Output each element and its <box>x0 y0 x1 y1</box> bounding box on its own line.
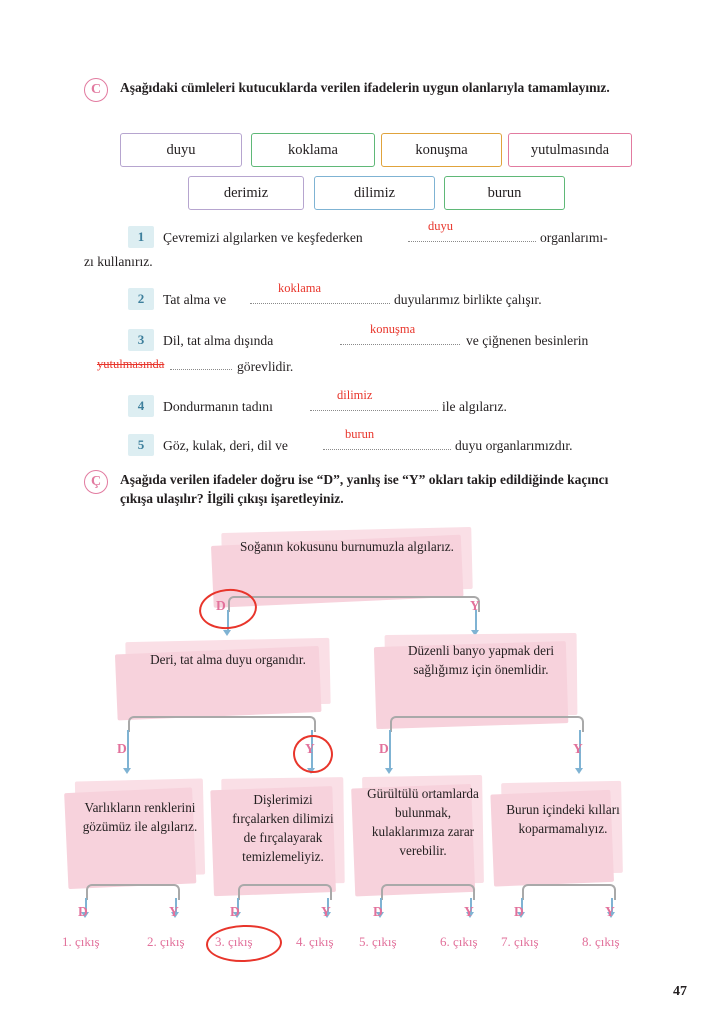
item-1-blank[interactable] <box>408 241 536 242</box>
page-number: 47 <box>673 984 687 999</box>
item-1-second-line: zı kullanırız. <box>84 254 153 269</box>
item-4-text-before: Dondurmanın tadını <box>163 399 273 414</box>
exit-branch-label-7: D <box>514 904 524 919</box>
flow-arrow-left-head <box>223 630 231 636</box>
word-box-label: burun <box>487 184 522 201</box>
flow-level1-box-left <box>125 638 330 708</box>
exit-4[interactable]: 4. çıkış <box>296 934 334 949</box>
exit-connector-3 <box>381 884 475 900</box>
flow-arrow-l1-head <box>123 768 131 774</box>
item-number-4: 4 <box>128 395 154 417</box>
flow-branch-label-d-3: D <box>379 741 389 756</box>
word-box-label: derimiz <box>223 184 269 201</box>
flow-level2-text-4: Burun içindeki kılları koparmamalıyız. <box>506 802 620 837</box>
flow-arrow-l1-stem <box>127 730 129 770</box>
item-1-answer: duyu <box>428 219 453 233</box>
exercise-c2-instruction: Aşağıda verilen ifadeler doğru ise “D”, yanlış ise “Y” okları takip edildiğinde kaçıncı çıkışa ulaşılır? İlgili çıkışı işaretleyiniz. <box>120 472 609 507</box>
exit-2[interactable]: 2. çıkış <box>147 934 185 949</box>
flow-level1-text-right: Düzenli banyo yapmak deri sağlığımız için önemlidir. <box>407 643 555 678</box>
exercise-c2-letter: Ç <box>84 470 108 494</box>
item-2-text-after: duyularımız birlikte çalışır. <box>394 292 542 307</box>
flow-arrow-r1-stem <box>389 730 391 770</box>
flow-branch-label-y-2: Y <box>305 741 315 756</box>
flow-connector-left <box>128 716 316 732</box>
flow-branch-label-y-1: Y <box>470 598 480 613</box>
flow-level2-text-3: Gürültülü ortamlarda bulunmak, kulaklarımıza zarar verebilir. <box>367 786 479 859</box>
exit-branch-label-1: D <box>78 904 88 919</box>
exit-5[interactable]: 5. çıkış <box>359 934 397 949</box>
exercise-c-instruction: Aşağıdaki cümleleri kutucuklarda verilen ifadelerin uygun olanlarıyla tamamlayınız. <box>120 80 610 95</box>
exit-connector-2 <box>238 884 332 900</box>
item-number-2: 2 <box>128 288 154 310</box>
exit-branch-label-6: Y <box>464 904 474 919</box>
item-3-second-line: görevlidir. <box>237 359 294 374</box>
item-3-blank-2[interactable] <box>170 369 232 370</box>
exit-connector-1 <box>86 884 180 900</box>
item-5-text-before: Göz, kulak, deri, dil ve <box>163 438 288 453</box>
word-box-label: yutulmasında <box>530 141 610 158</box>
item-number-1: 1 <box>128 226 154 248</box>
flow-root-text: Soğanın kokusunu burnumuzla algılarız. <box>240 539 454 554</box>
item-2-blank[interactable] <box>250 303 390 304</box>
exit-branch-label-2: Y <box>169 904 179 919</box>
exit-connector-4 <box>522 884 616 900</box>
exit-branch-label-3: D <box>230 904 240 919</box>
word-box-yutulmasinda[interactable] <box>508 133 632 167</box>
item-number-3: 3 <box>128 329 154 351</box>
item-5-answer: burun <box>345 427 375 441</box>
word-box-label: dilimiz <box>353 184 396 201</box>
flow-arrow-r1-head <box>385 768 393 774</box>
flow-level1-text-left: Deri, tat alma duyu organıdır. <box>150 652 306 667</box>
exit-1[interactable]: 1. çıkış <box>62 934 100 949</box>
exit-7[interactable]: 7. çıkış <box>501 934 539 949</box>
item-4-blank[interactable] <box>310 410 438 411</box>
item-number-5: 5 <box>128 434 154 456</box>
word-box-duyu[interactable] <box>120 133 242 167</box>
exit-branch-label-4: Y <box>321 904 331 919</box>
flow-level2-text-2: Dişlerimizi fırçalarken dilimizi de fırçalayarak temizlemeliyiz. <box>232 792 334 865</box>
item-3-text-after: ve çiğnenen besinlerin <box>466 333 589 348</box>
word-box-konusma[interactable] <box>381 133 502 167</box>
item-2-answer: koklama <box>278 281 322 295</box>
word-box-derimiz[interactable] <box>188 176 304 210</box>
flow-level2-text-1: Varlıkların renklerini gözümüz ile algılarız. <box>82 800 198 835</box>
exercise-c-letter: C <box>84 78 108 102</box>
flow-arrow-r2-head <box>575 768 583 774</box>
item-1-text-after: organlarımı- <box>540 230 608 245</box>
flow-branch-label-d-2: D <box>117 741 127 756</box>
item-5-blank[interactable] <box>323 449 451 450</box>
word-box-label: konuşma <box>415 141 468 158</box>
word-box-label: koklama <box>288 141 338 158</box>
exercise-c2-header <box>84 470 630 508</box>
item-3-answer: konuşma <box>370 322 416 336</box>
exit-branch-label-8: Y <box>605 904 615 919</box>
word-box-burun[interactable] <box>444 176 565 210</box>
flow-root-connector <box>228 596 480 612</box>
flow-branch-label-d-1: D <box>216 598 226 613</box>
item-3-blank[interactable] <box>340 344 460 345</box>
exit-8[interactable]: 8. çıkış <box>582 934 620 949</box>
item-4-text-after: ile algılarız. <box>442 399 507 414</box>
item-1-text-before: Çevremizi algılarken ve keşfederken <box>163 230 363 245</box>
item-3-text-before: Dil, tat alma dışında <box>163 333 274 348</box>
flow-branch-label-y-3: Y <box>573 741 583 756</box>
item-2-text-before: Tat alma ve <box>163 292 227 307</box>
exit-6[interactable]: 6. çıkış <box>440 934 478 949</box>
word-box-label: duyu <box>166 141 196 158</box>
exercise-c-header <box>84 78 630 102</box>
item-4-answer: dilimiz <box>337 388 373 402</box>
word-box-dilimiz[interactable] <box>314 176 435 210</box>
flow-arrow-l2-head <box>307 768 315 774</box>
item-5-text-after: duyu organlarımızdır. <box>455 438 573 453</box>
exit-3[interactable]: 3. çıkış <box>215 934 253 949</box>
exit-branch-label-5: D <box>373 904 383 919</box>
flow-arrow-left-stem <box>227 610 229 632</box>
flow-connector-right <box>390 716 584 732</box>
item-3-second-answer: yutulmasında <box>97 357 165 371</box>
word-box-koklama[interactable] <box>251 133 375 167</box>
